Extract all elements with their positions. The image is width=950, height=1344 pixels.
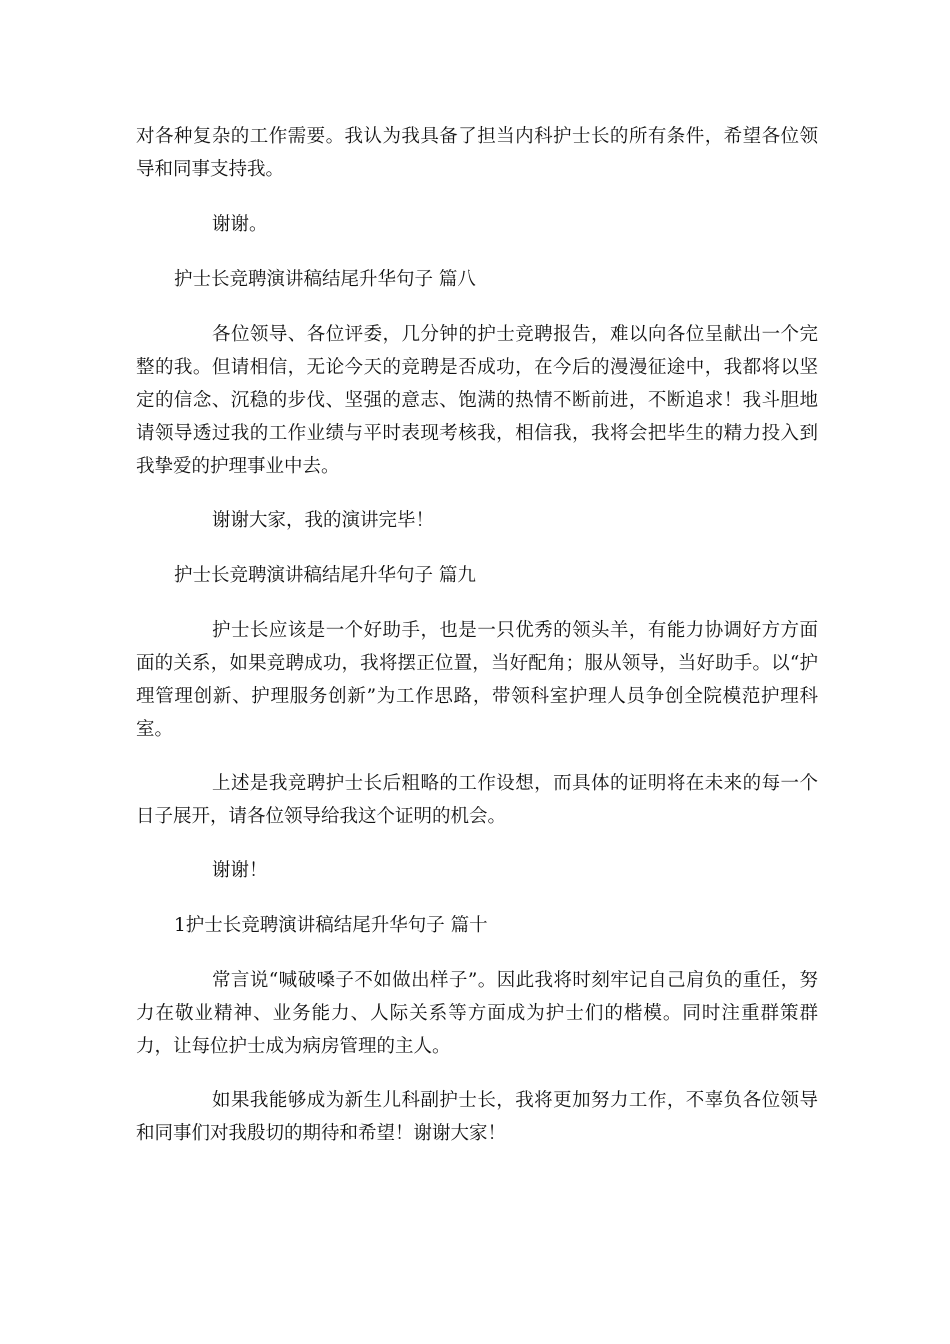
paragraph: 如果我能够成为新生儿科副护士长，我将更加努力工作，不辜负各位领导和同事们对我殷切的期待和希望！谢谢大家！	[136, 1090, 818, 1144]
paragraph: 谢谢！	[212, 860, 268, 881]
paragraph: 护士长应该是一个好助手，也是一只优秀的领头羊，有能力协调好方方面面的关系，如果竞聘成功，我将摆正位置，当好配角；服从领导，当好助手。以“护理管理创新、护理服务创新”为工作思路，带领科室护理人员争创全院模范护理科室。	[136, 620, 818, 740]
section-heading: 1护士长竞聘演讲稿结尾升华句子 篇十	[174, 915, 488, 936]
paragraph: 常言说“喊破嗓子不如做出样子”。因此我将时刻牢记自己肩负的重任，努力在敬业精神、业务能力、人际关系等方面成为护士们的楷模。同时注重群策群力，让每位护士成为病房管理的主人。	[136, 970, 818, 1057]
paragraph: 谢谢。	[212, 214, 268, 235]
paragraph: 对各种复杂的工作需要。我认为我具备了担当内科护士长的所有条件，希望各位领导和同事支持我。	[136, 126, 818, 180]
paragraph: 上述是我竞聘护士长后粗略的工作设想，而具体的证明将在未来的每一个日子展开，请各位领导给我这个证明的机会。	[136, 773, 818, 827]
paragraph: 谢谢大家，我的演讲完毕！	[212, 510, 435, 531]
document-body	[136, 120, 818, 1150]
paragraph: 各位领导、各位评委，几分钟的护士竞聘报告，难以向各位呈献出一个完整的我。但请相信，无论今天的竞聘是否成功，在今后的漫漫征途中，我都将以坚定的信念、沉稳的步伐、坚强的意志、饱满的热情不断前进，不断追求！我斗胆地请领导透过我的工作业绩与平时表现考核我，相信我，我将会把毕生的精力投入到我挚爱的护理事业中去。	[136, 324, 818, 477]
section-heading: 护士长竞聘演讲稿结尾升华句子 篇九	[174, 565, 476, 586]
section-heading: 护士长竞聘演讲稿结尾升华句子 篇八	[174, 269, 476, 290]
